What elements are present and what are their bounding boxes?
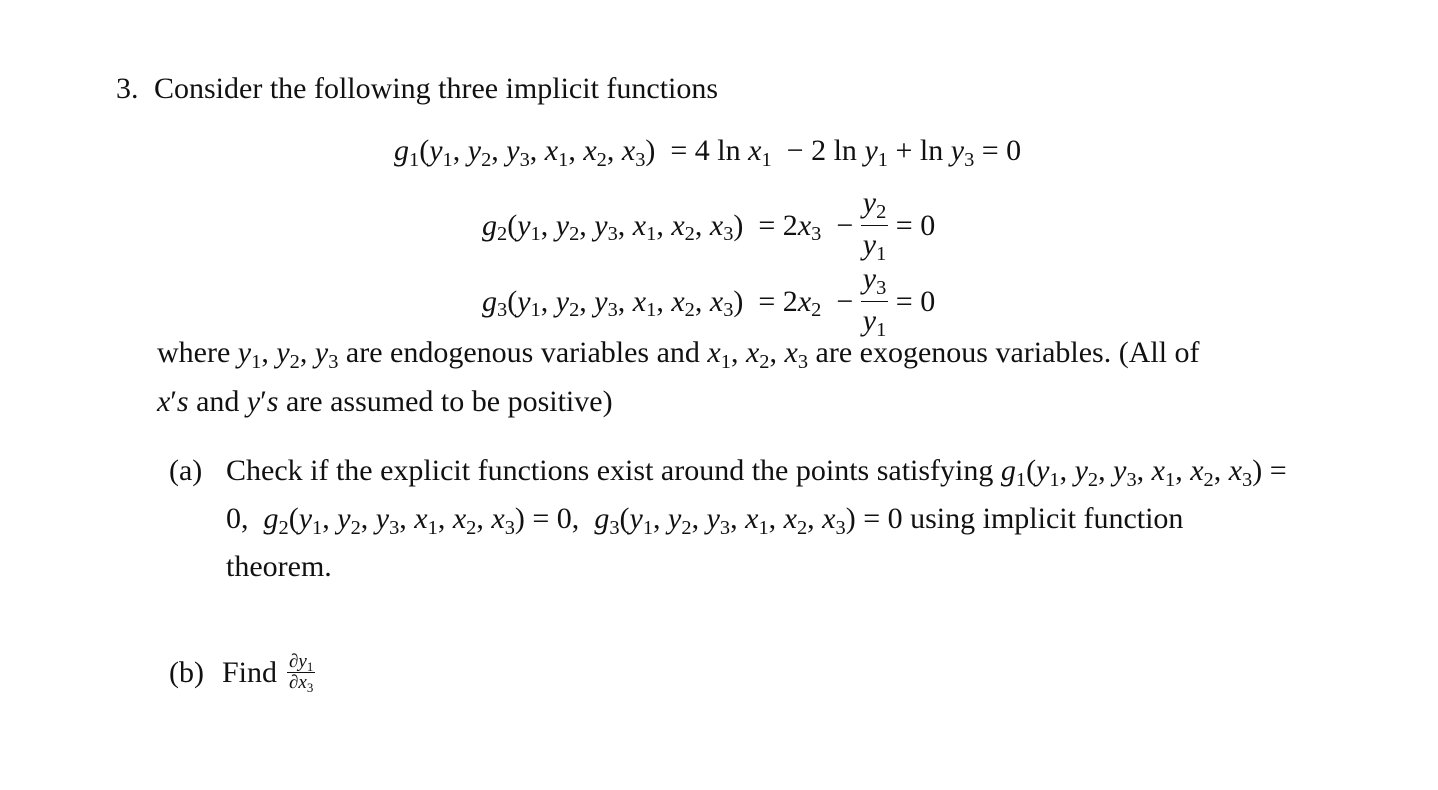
problem-header — [116, 72, 718, 106]
part-a-line-1: Check if the explicit functions exist around the points satisfying g1(y1, y2, y3, x1, x2, x3) = — [226, 454, 1287, 491]
where-line-1: where y1, y2, y3 are endogenous variables and x1, x2, x3 are exogenous variables. (All of — [157, 336, 1200, 373]
equation-3-fraction: $\frac{y3}{y1}$ — [861, 260, 889, 343]
part-a-line-2: 0, g2(y1, y2, y3, x1, x2, x3) = 0, g3(y1, y2, y3, x1, x2, x3) = 0 using implicit function — [226, 502, 1184, 539]
part-b-label: (b) — [169, 655, 204, 689]
problem-number: 3. — [116, 72, 139, 105]
part-a-label: (a) — [169, 454, 203, 487]
part-b — [169, 652, 315, 693]
problem-intro: Consider the following three implicit functions — [154, 72, 719, 105]
equation-3: g3(y1, y2, y3, x1, x2, x3) = 2x2 − $\frac{y3}{y1}$ = 0 — [482, 260, 935, 343]
part-b-fraction: $\frac{\partial y1}{\partial x3}$ — [289, 651, 314, 695]
equation-1: g1(y1, y2, y3, x1, x2, x3) = 4 ln x1 − 2 ln y1 + ln y3 = 0 — [394, 134, 1022, 171]
part-b-text: Find — [221, 655, 278, 689]
equation-2-fraction: $\frac{y2}{y1}$ — [861, 184, 889, 267]
part-a-line-3: theorem. — [226, 550, 332, 583]
equation-2: g2(y1, y2, y3, x1, x2, x3) = 2x3 − $\frac{y2}{y1}$ = 0 — [482, 184, 935, 267]
where-line-2: x′s and y′s are assumed to be positive) — [157, 385, 613, 418]
